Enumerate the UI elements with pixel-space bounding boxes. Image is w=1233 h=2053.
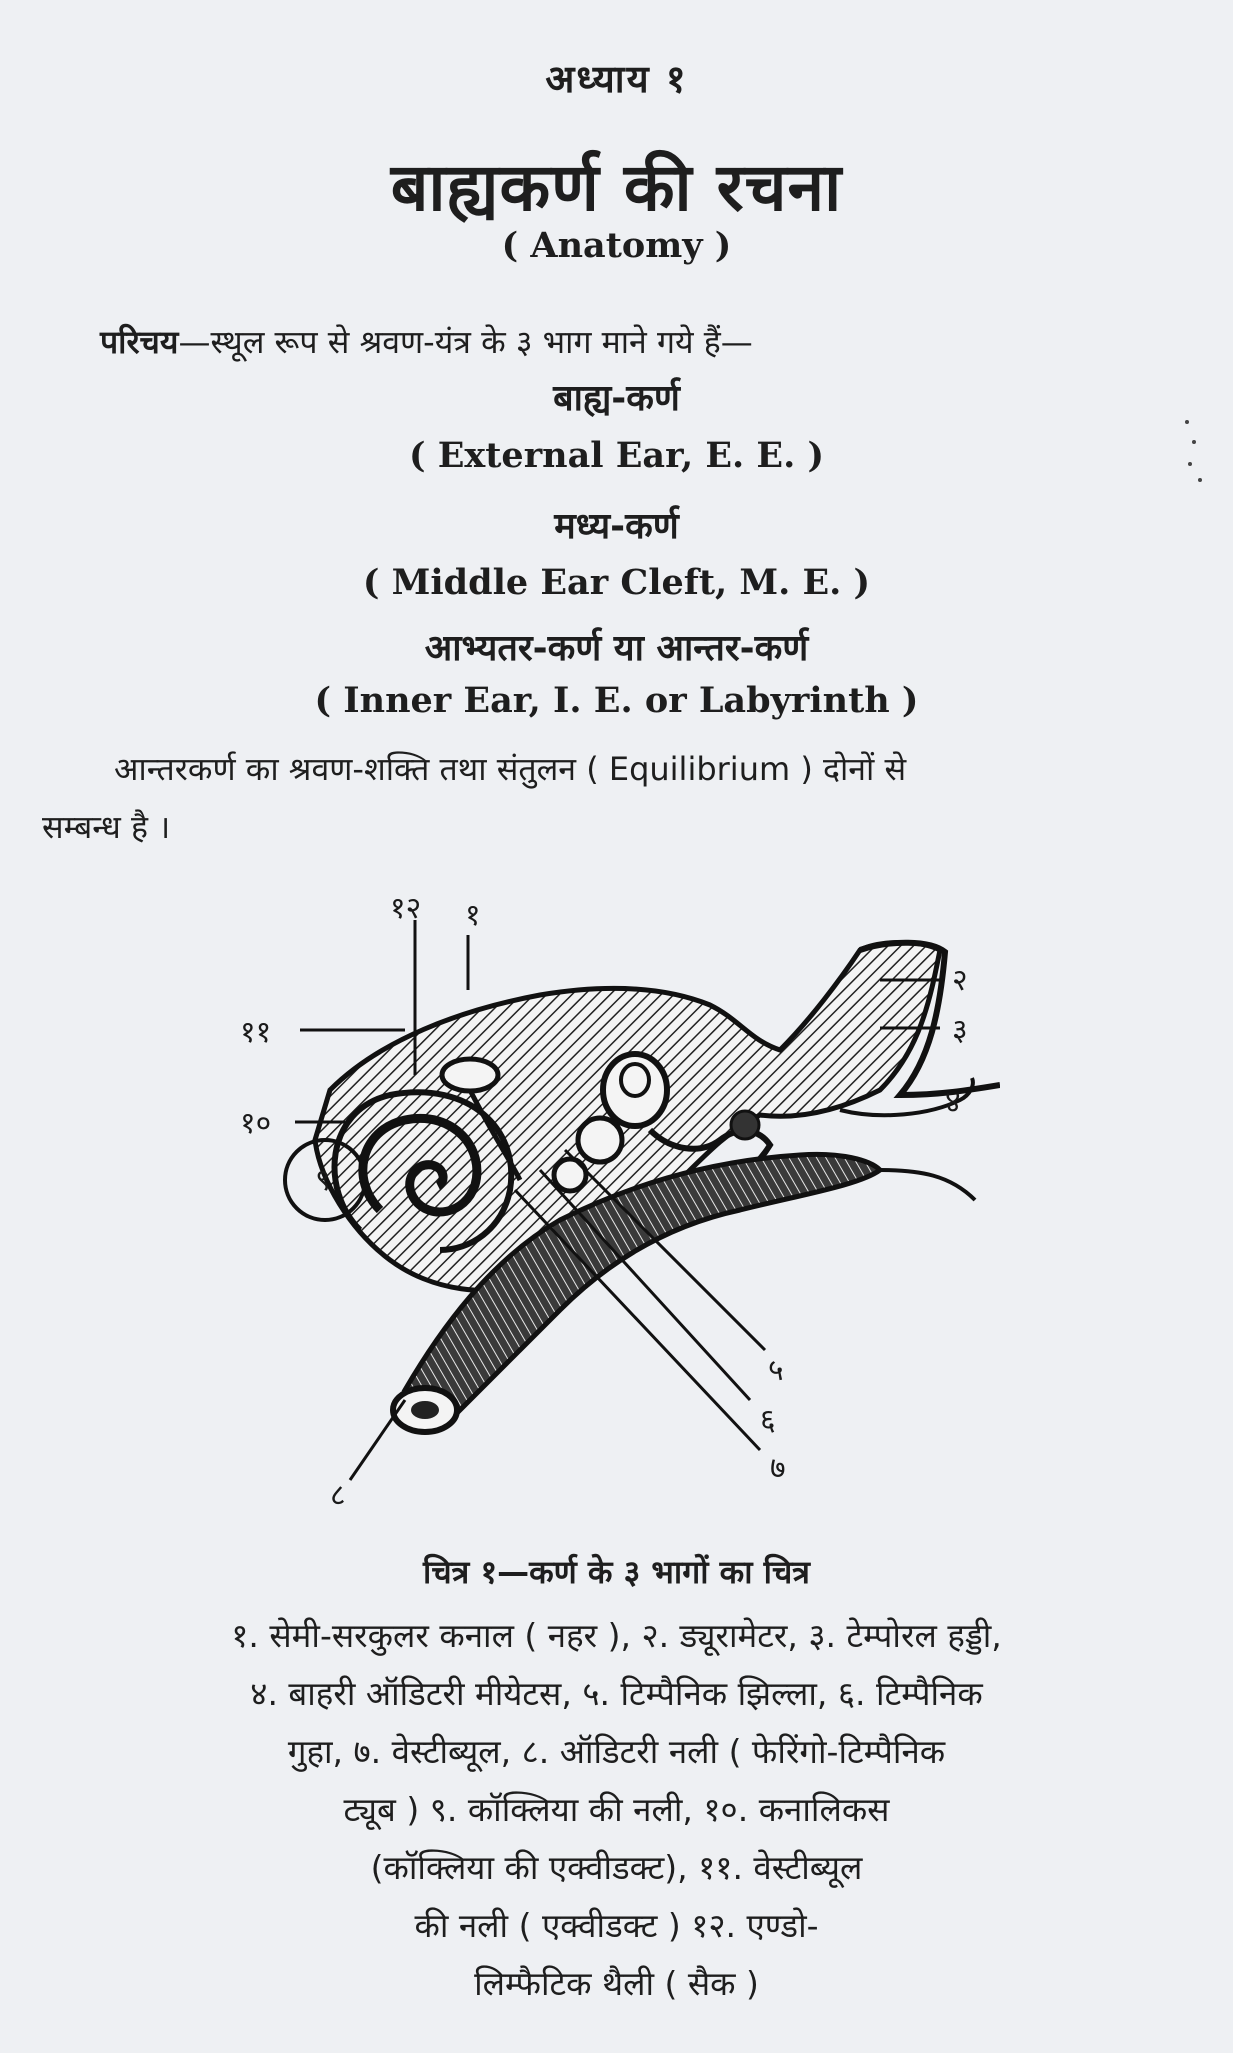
paragraph-line-2: सम्बन्ध है ।	[42, 808, 171, 846]
figure-caption-title: चित्र १—कर्ण के ३ भागों का चित्र	[423, 1553, 810, 1591]
ear-anatomy-figure	[240, 880, 1000, 1520]
caption-line-2: ४. बाहरी ऑडिटरी मीयेटस, ५. टिम्पैनिक झिल्ला, ६. टिम्पैनिक	[250, 1674, 983, 1713]
scan-speck	[1198, 478, 1202, 482]
figure-label-5: ५	[768, 1353, 784, 1388]
chapter-number: अध्याय १	[545, 57, 688, 101]
figure-label-8: ८	[330, 1478, 346, 1513]
chapter-title: बाह्यकर्ण की रचना	[390, 149, 843, 226]
figure-label-11: ११	[240, 1015, 272, 1050]
figure-label-4: ४	[945, 1085, 961, 1120]
scan-speck	[1185, 420, 1189, 424]
part-inner-hindi: आभ्यतर-कर्ण या आन्तर-कर्ण	[424, 628, 809, 669]
ossicle-blob-2	[554, 1159, 586, 1191]
chapter-title-english: ( Anatomy )	[501, 225, 732, 266]
intro-text: —स्थूल रूप से श्रवण-यंत्र के ३ भाग माने गये हैं—	[178, 323, 753, 361]
caption-line-7: लिम्फैटिक थैली ( सैक )	[474, 1964, 759, 2003]
figure-label-2: २	[952, 963, 968, 998]
figure-label-6: ६	[760, 1403, 776, 1438]
figure-label-10: १०	[240, 1106, 272, 1141]
caption-line-4: ट्यूब ) ९. कॉक्लिया की नली, १०. कनालिकस	[343, 1790, 890, 1829]
figure-label-12: १२	[390, 891, 422, 926]
part-external-english: ( External Ear, E. E. )	[408, 435, 825, 476]
semicircular-canal-loop	[442, 1059, 498, 1091]
tube-opening-inner	[411, 1401, 439, 1419]
tube-tail	[880, 1170, 975, 1200]
part-inner-english: ( Inner Ear, I. E. or Labyrinth )	[314, 680, 919, 721]
intro-lead: परिचय	[100, 323, 179, 361]
part-middle-english: ( Middle Ear Cleft, M. E. )	[362, 562, 871, 603]
caption-line-1: १. सेमी-सरकुलर कनाल ( नहर ), २. ड्यूरामेटर, ३. टेम्पोरल हड्डी,	[231, 1616, 1002, 1655]
caption-line-5: (कॉक्लिया की एक्वीडक्ट), ११. वेस्टीब्यूल	[370, 1848, 863, 1887]
part-external-hindi: बाह्य-कर्ण	[553, 378, 680, 419]
figure-label-7: ७	[770, 1451, 786, 1486]
ossicle-blob-1	[578, 1118, 622, 1162]
part-middle-hindi: मध्य-कर्ण	[554, 506, 679, 547]
intro-line	[100, 320, 753, 363]
figure-label-3: ३	[952, 1013, 968, 1048]
body-paragraph	[42, 740, 1172, 856]
figure-label-9: ९	[315, 1163, 331, 1198]
scan-speck	[1188, 462, 1192, 466]
caption-line-3: गुहा, ७. वेस्टीब्यूल, ८. ऑडिटरी नली ( फेरिंगो-टिम्पैनिक	[287, 1732, 946, 1771]
malleus-head	[731, 1111, 759, 1139]
caption-line-6: की नली ( एक्वीडक्ट ) १२. एण्डो-	[414, 1906, 819, 1945]
figure-label-1: १	[465, 898, 481, 933]
paragraph-line-1: आन्तरकर्ण का श्रवण-शक्ति तथा संतुलन ( Equilibrium ) दोनों से	[114, 750, 907, 788]
scan-speck	[1192, 440, 1196, 444]
